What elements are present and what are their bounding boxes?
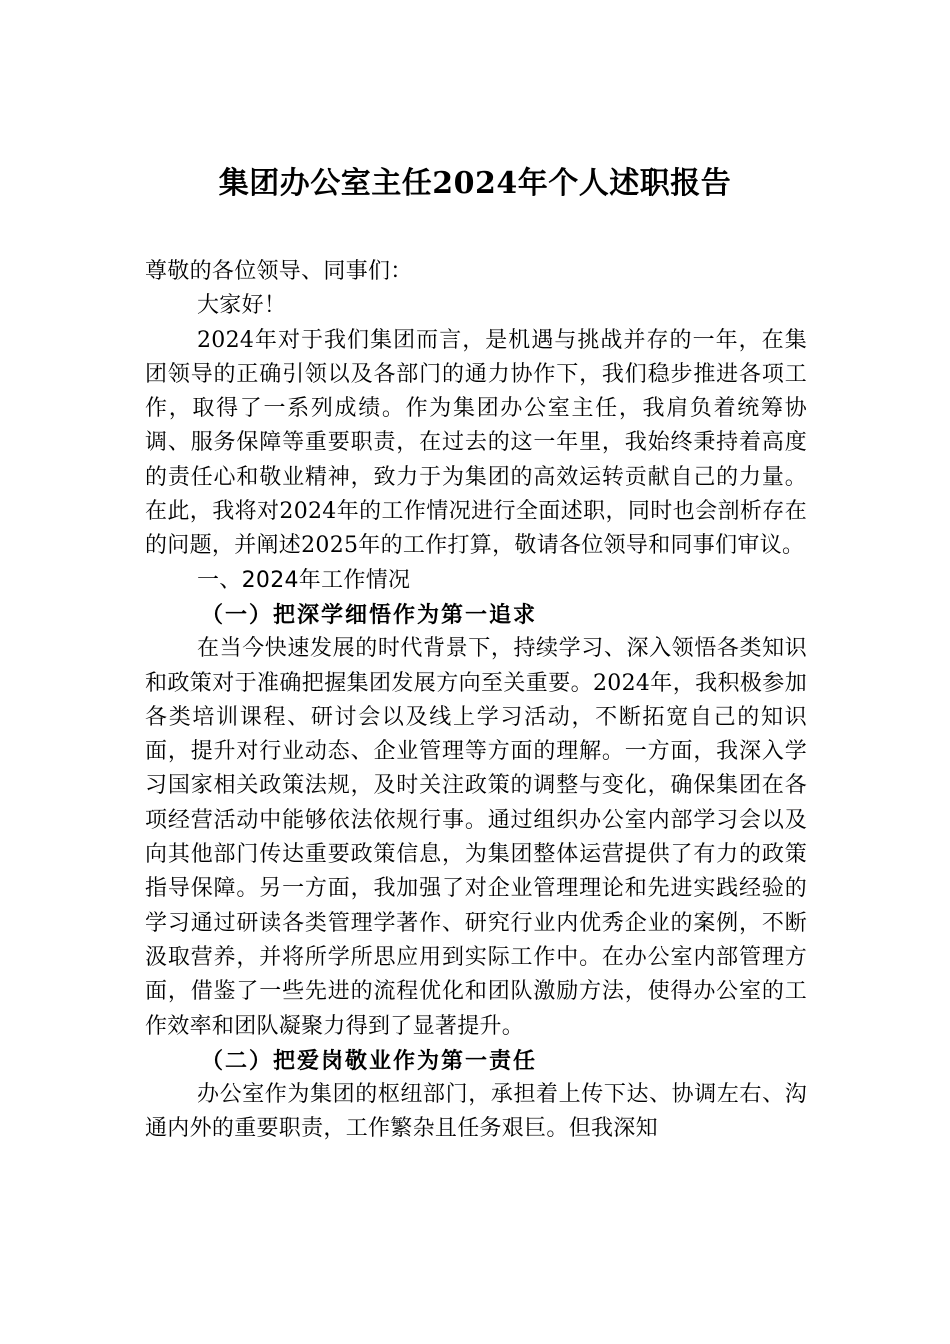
subsection-1-paragraph: 在当今快速发展的时代背景下，持续学习、深入领悟各类知识和政策对于准确把握集团发展方向至关重要。2024年，我积极参加各类培训课程、研讨会以及线上学习活动，不断拓宽自己的知识面，提升对行业动态、企业管理等方面的理解。一方面，我深入学习国家相关政策法规，及时关注政策的调整与变化，确保集团在各项经营活动中能够依法依规行事。通过组织办公室内部学习会以及向其他部门传达重要政策信息，为集团整体运营提供了有力的政策指导保障。另一方面，我加强了对企业管理理论和先进实践经验的学习通过研读各类管理学著作、研究行业内优秀企业的案例，不断汲取营养，并将所学所思应用到实际工作中。在办公室内部管理方面，借鉴了一些先进的流程优化和团队激励方法，使得办公室的工作效率和团队凝聚力得到了显著提升。 — [145, 636, 807, 1039]
subsection-2-paragraph: 办公室作为集团的枢纽部门，承担着上传下达、协调左右、沟通内外的重要职责，工作繁杂且任务艰巨。但我深知 — [145, 1082, 807, 1142]
subsection-heading-2: （二）把爱岗敬业作为第一责任 — [201, 1047, 538, 1074]
document-body — [145, 255, 807, 1147]
section-heading-1: 一、2024年工作情况 — [197, 567, 411, 593]
intro-paragraph: 2024年对于我们集团而言，是机遇与挑战并存的一年，在集团领导的正确引领以及各部门的通力协作下，我们稳步推进各项工作，取得了一系列成绩。作为集团办公室主任，我肩负着统筹协调、服务保障等重要职责，在过去的这一年里，我始终秉持着高度的责任心和敬业精神，致力于为集团的高效运转贡献自己的力量。在此，我将对2024年的工作情况进行全面述职，同时也会剖析存在的问题，并阐述2025年的工作打算，敬请各位领导和同事们审议。 — [145, 327, 807, 559]
salutation: 尊敬的各位领导、同事们： — [145, 259, 413, 284]
document-title: 集团办公室主任2024年个人述职报告 — [218, 166, 732, 201]
subsection-heading-1: （一）把深学细悟作为第一追求 — [201, 601, 538, 628]
greeting: 大家好！ — [197, 293, 287, 319]
